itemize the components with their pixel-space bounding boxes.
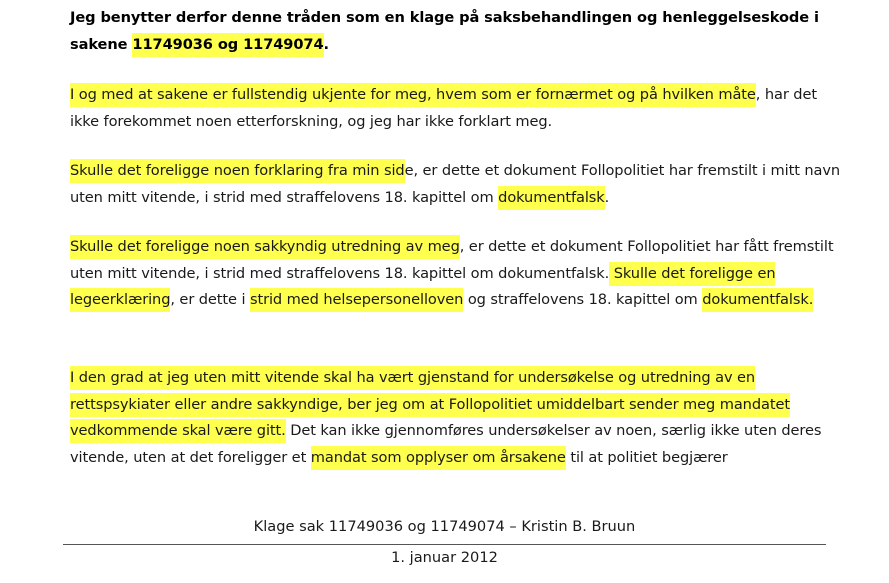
footer-date: 1. januar 2012 xyxy=(391,549,498,566)
text-segment: , er dette i xyxy=(170,291,250,308)
text-segment: Jeg benytter derfor denne tråden som en klage på saksbehandlingen og henleggelseskode i sakene xyxy=(70,9,819,53)
text-segment: . xyxy=(323,35,329,53)
paragraph-complaint-intro xyxy=(70,5,845,58)
text-segment: Det kan ikke gjennomføres undersøkelser av noen, særlig ikke uten deres vitende, uten at det foreligger et xyxy=(70,422,822,466)
highlighted-case-numbers: 11749036 og 11749074 xyxy=(132,33,323,57)
paragraph-unknown-cases xyxy=(70,82,845,135)
highlighted-text: I den grad at jeg uten mitt vitende skal ha vært gjenstand for undersøkelse og utredning av en rettspsykiater eller andre sakkyndige, ber jeg om at Follopolitiet umiddelbart sender meg mandatet vedkommende skal være gitt. xyxy=(70,366,790,443)
highlighted-text: Skulle det foreligge noen forklaring fra min sid xyxy=(70,159,405,183)
highlighted-text: Skulle det foreligge en legeerklæring xyxy=(70,262,775,313)
footer-divider xyxy=(63,544,826,545)
text-segment: e, er dette et dokument Follopolitiet har fremstilt i mitt navn uten mitt vitende, i strid med straffelovens 18. kapittel om xyxy=(70,162,841,206)
highlighted-text: I og med at sakene er fullstendig ukjente for meg, hvem som er fornærmet og på hvilken måte xyxy=(70,83,756,107)
highlighted-text: mandat som opplyser om årsakene xyxy=(311,446,566,470)
text-segment: , er dette et dokument Follopolitiet har fått fremstilt uten mitt vitende, i strid med straffelovens 18. kapittel om dokumentfalsk. xyxy=(70,238,834,282)
paragraph-expert-assessment xyxy=(70,234,845,314)
text-segment: . xyxy=(604,188,610,206)
highlighted-text: dokumentfalsk. xyxy=(702,288,813,312)
text-segment: , har det ikke forekommet noen etterforskning, og jeg har ikke forklart meg. xyxy=(70,86,817,130)
text-segment: til at politiet begjærer xyxy=(565,448,728,466)
highlighted-text: dokumentfalsk xyxy=(498,186,605,210)
paragraph-mandate-request xyxy=(70,365,845,471)
text-segment: og straffelovens 18. kapittel om xyxy=(463,291,703,308)
footer-title: Klage sak 11749036 og 11749074 – Kristin B. Bruun xyxy=(253,518,636,535)
paragraph-statement xyxy=(70,158,845,211)
highlighted-text: Skulle det foreligge noen sakkyndig utredning av meg xyxy=(70,235,460,259)
highlighted-text: strid med helsepersonelloven xyxy=(250,288,463,312)
